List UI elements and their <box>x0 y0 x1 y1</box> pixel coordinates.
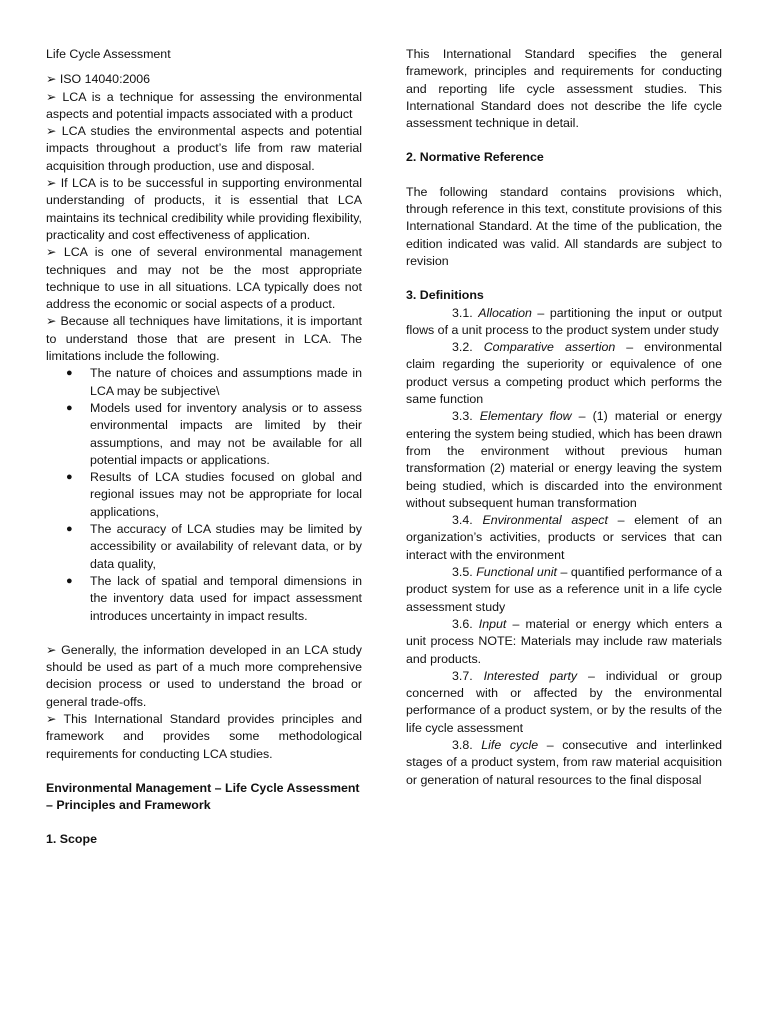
intro-paragraph: ➢ ISO 14040:2006 <box>46 72 151 87</box>
intro-paragraph: ➢ LCA is one of several environmental management techniques and may not be the most appropriate technique to use in all situations. LCA typically does not address the economic or social aspects of a product. <box>46 245 362 312</box>
list-item <box>66 400 362 469</box>
definition-number: 3.7. <box>452 668 473 683</box>
spacer <box>406 132 722 149</box>
closing-paragraph: ➢ This International Standard provides principles and framework and provides some methodological requirements for conducting LCA studies. <box>46 711 362 761</box>
bullet-icon: ● <box>66 471 73 484</box>
definition-text: – quantified performance of a product system for use as a reference unit in a life cycle assessment study <box>406 565 722 614</box>
list-item <box>66 521 362 573</box>
definition-text: – element of an organization’s activities, products or services that can interact with the environment <box>406 513 723 562</box>
normative-heading: 2. Normative Reference <box>406 150 544 165</box>
spacer <box>46 763 362 780</box>
spacer <box>46 814 362 831</box>
bullet-icon: ● <box>66 523 73 536</box>
left-column <box>46 46 362 849</box>
definition-number: 3.3. <box>452 409 473 424</box>
list-item-text: The nature of choices and assumptions made in LCA may be subjective\ <box>90 366 362 398</box>
definition-item <box>406 616 722 668</box>
scope-text: This International Standard specifies the general framework, principles and requirements for conducting and reporting life cycle assessment studies. This International Standard does not describe the life cycle assessment technique in detail. <box>406 47 722 131</box>
limitations-list <box>46 365 362 624</box>
definition-text: – environmental claim regarding the superiority or equivalence of one product versus a competing product which performs the same function <box>406 340 723 407</box>
bullet-icon: ● <box>66 401 73 414</box>
list-item-text: The lack of spatial and temporal dimensions in the inventory data used for impact assessment introduces uncertainty in impact results. <box>90 573 362 623</box>
definition-term: Input <box>478 616 507 631</box>
definitions-heading: 3. Definitions <box>406 288 484 303</box>
bullet-icon: ● <box>66 574 73 587</box>
definition-item <box>406 737 722 789</box>
intro-paragraph: ➢ LCA is a technique for assessing the environmental aspects and potential impacts associated with a product <box>46 89 362 121</box>
list-item-text: Models used for inventory analysis or to assess environmental impacts are limited by their assumptions, and may not be available for all potential impacts or applications. <box>90 400 362 467</box>
intro-paragraph: ➢ LCA studies the environmental aspects and potential impacts throughout a product’s life from raw material acquisition through production, use and disposal. <box>46 124 362 173</box>
spacer <box>46 63 362 71</box>
definition-item <box>406 305 722 340</box>
definition-item <box>406 512 722 564</box>
definition-term: Elementary flow <box>479 409 572 424</box>
list-item-text: The accuracy of LCA studies may be limited by accessibility or availability of relevant data, or by data quality, <box>90 522 362 571</box>
definition-text: – partitioning the input or output flows of a unit process to the product system under study <box>406 305 722 337</box>
definition-item <box>406 668 722 737</box>
definition-term: Life cycle <box>481 737 539 752</box>
normative-text: The following standard contains provisions which, through reference in this text, constitute provisions of this International Standard. At the time of the publication, the edition indicated was valid. All standards are subject to revision <box>406 184 722 268</box>
definition-text: – (1) material or energy entering the system being studied, which has been drawn from the environment without previous human transformation (2) material or energy leaving the system being studied, which is discarded into the environment without subsequent human transformation <box>406 409 722 510</box>
definition-number: 3.4. <box>452 513 473 528</box>
definition-number: 3.2. <box>452 340 473 355</box>
intro-paragraph: ➢ Because all techniques have limitations, it is important to understand those that are present in LCA. The limitations include the following. <box>46 314 362 364</box>
definition-text: – individual or group concerned with or affected by the environmental performance of a product system, or by the results of the life cycle assessment <box>406 668 723 735</box>
section-title: Environmental Management – Life Cycle Assessment – Principles and Framework <box>46 780 360 813</box>
definition-number: 3.1. <box>452 305 473 320</box>
list-item <box>66 469 362 521</box>
definition-item <box>406 339 722 408</box>
definition-number: 3.6. <box>452 616 473 631</box>
definition-term: Interested party <box>483 668 578 683</box>
list-item <box>66 573 362 625</box>
definition-term: Comparative assertion <box>483 340 616 355</box>
document-title: Life Cycle Assessment <box>46 47 171 61</box>
definition-term: Functional unit <box>476 565 557 580</box>
right-column <box>406 46 722 789</box>
scope-heading: 1. Scope <box>46 832 97 847</box>
definition-item <box>406 564 722 616</box>
definition-term: Allocation <box>478 305 532 320</box>
list-item <box>66 365 362 400</box>
intro-paragraph: ➢ If LCA is to be successful in supporting environmental understanding of products, it is essential that LCA maintains its technical credibility while providing flexibility, practicality and cost effectiveness of application. <box>46 176 362 242</box>
definition-number: 3.8. <box>452 737 473 752</box>
closing-paragraph: ➢ Generally, the information developed in an LCA study should be used as part of a much more comprehensive decision process or used to understand the broad or general trade-offs. <box>46 642 362 709</box>
spacer <box>406 167 722 184</box>
definition-text: – material or energy which enters a unit process NOTE: Materials may include raw materials and products. <box>406 616 723 666</box>
definition-number: 3.5. <box>452 565 473 580</box>
spacer <box>406 270 722 287</box>
definition-text: – consecutive and interlinked stages of a product system, from raw material acquisition or generation of natural resources to the final disposal <box>406 737 722 787</box>
list-item-text: Results of LCA studies focused on global and regional issues may not be appropriate for local applications, <box>90 470 362 519</box>
definition-item <box>406 408 722 512</box>
bullet-icon: ● <box>66 367 73 380</box>
spacer <box>46 625 362 642</box>
definition-term: Environmental aspect <box>482 513 608 528</box>
